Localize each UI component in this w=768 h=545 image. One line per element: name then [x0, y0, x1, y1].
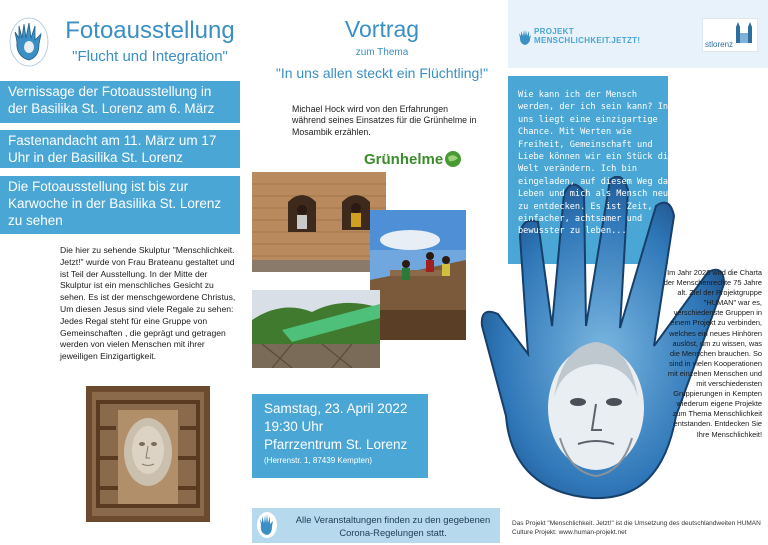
- construction-photo-1: [252, 172, 386, 272]
- project-logo-line1: PROJEKT: [534, 27, 574, 36]
- event-time: 19:30 Uhr: [264, 419, 324, 434]
- human-project-logo-small: [256, 510, 278, 540]
- sculpture-description: Die hier zu sehende Skulptur "Menschlichkeit. Jetzt!" wurde von Frau Brateanu gestaltet und ist Teil der Ausstellung. In der Mitte der Skulptur ist ein menschliches Gesicht zu sehen. Es ist der menschgewordene Christus, Um diesen Jesus sind viele Regale zu sehen: Jedes Regal steht für eine Gruppe von Gemeinschaften , die geprägt und getragen werden von vielen Menschen mit ihrer jeweiligen Einzigartigkeit.: [60, 245, 236, 362]
- globe-icon: [444, 150, 462, 168]
- construction-photo-3: [252, 290, 380, 368]
- poem-text: Wie kann ich der Mensch werden, der ich sein kann? In uns liegt eine einzigartige Chance. Mit Werten wie Freiheit, Gemeinschaft und Liebe können wir ein Stück die Welt verändern. Ich bin eingeladen, auf diesem Weg das Leben und mich als Mensch neu zu entdecken. Es ist Zeit, einfacher, achtsamer und bewusster zu leben...: [518, 90, 674, 237]
- event-place: Pfarrzentrum St. Lorenz: [264, 437, 408, 452]
- project-logo-line2: MENSCHLICHKEIT.JETZT!: [534, 36, 641, 45]
- lecture-title: Vortrag: [344, 16, 420, 42]
- gruenhelme-logo-text: Grünhelme: [364, 151, 444, 168]
- fastenandacht-box: Fastenandacht am 11. März um 17 Uhr in der Basilika St. Lorenz: [0, 130, 240, 168]
- project-footer: Das Projekt "Menschlichkeit. Jetzt!" ist die Umsetzung des deutschlandweiten HUMAN Culture Projekt: www.human-projekt.net: [512, 520, 761, 536]
- notice-text: Alle Veranstaltungen finden zu den gegebenen Corona-Regelungen statt.: [295, 514, 491, 538]
- stlorenz-logo-text: stlorenz: [705, 40, 734, 49]
- sculpture-photo: [86, 386, 210, 522]
- event-address: (Herrenstr. 1, 87439 Kempten): [264, 456, 373, 465]
- hand-icon: [518, 28, 532, 46]
- lecture-quote: "In uns allen steckt ein Flüchtling!": [275, 65, 489, 81]
- church-icon: [733, 21, 755, 43]
- construction-photo-2: [370, 210, 466, 340]
- event-date: Samstag, 23. April 2022: [264, 401, 408, 416]
- project-side-text: Im Jahr 2023 wird die Charta der Menschenrechte 75 Jahre alt. Ziel der Projektgruppe "HUMAN" war es, verschiedenste Gruppen in einem Projekt zu verbinden, welches ein neues Hinhören auslöst, um zu wissen, was die Menschen brauchen. So sind in vielen Kooperationen mit einzelnen Menschen und mit verschiedensten Gruppierungen in Kempten wiederum eigene Projekte zum Thema Menschlichkeit entstanden. Entdecken Sie Ihre Menschlichkeit!: [663, 268, 762, 439]
- lecture-zum-thema: zum Thema: [355, 47, 409, 58]
- speaker-description: Michael Hock wird von den Erfahrungen während seines Einsatzes für die Grünhelme in Mosambik erzählen.: [292, 104, 477, 137]
- vernissage-box: Vernissage der Fotoausstellung in der Basilika St. Lorenz am 6. März: [0, 81, 240, 123]
- project-logo-text: [534, 27, 640, 45]
- human-project-logo: [8, 14, 50, 68]
- event-info-box: [252, 394, 428, 478]
- exhibition-subtitle: "Flucht und Integration": [72, 48, 228, 65]
- exhibition-duration-box: Die Fotoausstellung ist bis zur Karwoche in der Basilika St. Lorenz zu sehen: [0, 176, 240, 234]
- exhibition-title: Fotoausstellung: [65, 17, 235, 44]
